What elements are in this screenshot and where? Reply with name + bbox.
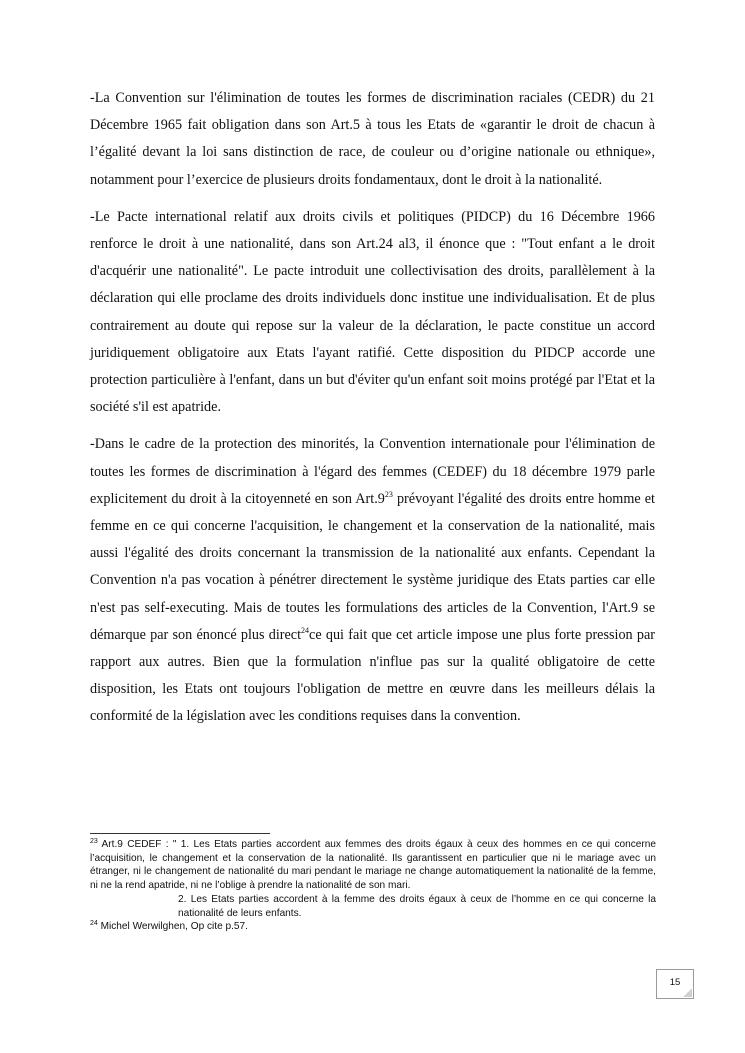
footnote-ref-23[interactable]: 23 xyxy=(384,489,393,499)
footnote-24-text: Michel Werwilghen, Op cite p.57. xyxy=(97,921,248,933)
paragraph-pidcp: -Le Pacte international relatif aux droits civils et politiques (PIDCP) du 16 Décembre 1966 renforce le droit à une nationalité, dans son Art.24 al3, il énonce que : "Tout enfant a le droit d'acquérir une nationalité". Le pacte introduit une collectivisation des droits, parallèlement à la déclaration qui elle proclame des droits individuels donc institue une individualisation. Et de plus contrairement au doute qui repose sur la valeur de la déclaration, le pacte constitue un accord juridiquement obligatoire aux Etats l'ayant ratifié. Cette disposition du PIDCP accorde une protection particulière à l'enfant, dans un but d'éviter qu'un enfant soit moins protégé par l'Etat et la société s'il est apatride. xyxy=(90,208,655,416)
footnote-23-text: Art.9 CEDEF : " 1. Les Etats parties accordent aux femmes des droits égaux à ceux des hommes en ce qui concerne l’acquisition, le changement et la conservation de la nationalité. Ils garantissent en particulier que ni le mariage avec un étranger, ni le changement de nationalité du mari pendant le mariage ne change automatiquement la nationalité de la femme, ni ne la rend apatride, ni ne l’oblige à prendre la nationalité de son mari. xyxy=(90,839,656,892)
footnote-24-mark: 24 xyxy=(90,920,98,928)
footnotes xyxy=(90,838,656,934)
body-text xyxy=(90,85,655,741)
paragraph-cedef-part3: ce qui fait que cet article impose une plus forte pression par rapport aux autres. Bien que la formulation n'influe pas sur la qualité obligatoire de cette disposition, les Etats ont toujours l'obligation de mettre en œuvre dans les meilleurs délais la conformité de la législation avec les conditions requises dans la convention. xyxy=(90,626,655,725)
footnote-23-mark: 23 xyxy=(90,838,98,845)
footnote-23 xyxy=(90,838,656,893)
paragraph-cedef-part1: -Dans le cadre de la protection des minorités, la Convention internationale pour l'élimination de toutes les formes de discrimination à l'égard des femmes (CEDEF) du 18 décembre 1979 parle explicitement du droit à la citoyenneté en son Art.9 xyxy=(90,436,655,507)
footnote-24 xyxy=(90,920,656,934)
paragraph-cedef-part2: prévoyant l'égalité des droits entre homme et femme en ce qui concerne l'acquisition, le changement et la conservation de la nationalité, mais aussi l'égalité des droits concernant la transmission de la nationalité aux enfants. Cependant la Convention n'a pas vocation à pénétrer directement le système juridique des Etats parties car elle n'est pas self-executing. Mais de toutes les formulations des articles de la Convention, l'Art.9 se démarque par son énoncé plus direct xyxy=(90,490,655,643)
footnote-23-item-2: 2. Les Etats parties accordent à la femme des droits égaux à ceux de l’homme en ce qui concerne la nationalité de leurs enfants. xyxy=(178,893,656,919)
page-fold-corner xyxy=(683,988,692,997)
page-number: 15 xyxy=(669,977,681,988)
page-number-box xyxy=(656,969,694,999)
footnote-separator xyxy=(90,833,270,834)
footnote-ref-24[interactable]: 24 xyxy=(301,625,310,635)
paragraph-cedr: -La Convention sur l'élimination de toutes les formes de discrimination raciales (CEDR) du 21 Décembre 1965 fait obligation dans son Art.5 à tous les Etats de «garantir le droit de chacun à l’égalité devant la loi sans distinction de race, de couleur ou d’origine nationale ou ethnique», notamment pour l’exercice de plusieurs droits fondamentaux, dont le droit à la nationalité. xyxy=(90,90,655,188)
paragraph-cedef xyxy=(90,431,655,730)
